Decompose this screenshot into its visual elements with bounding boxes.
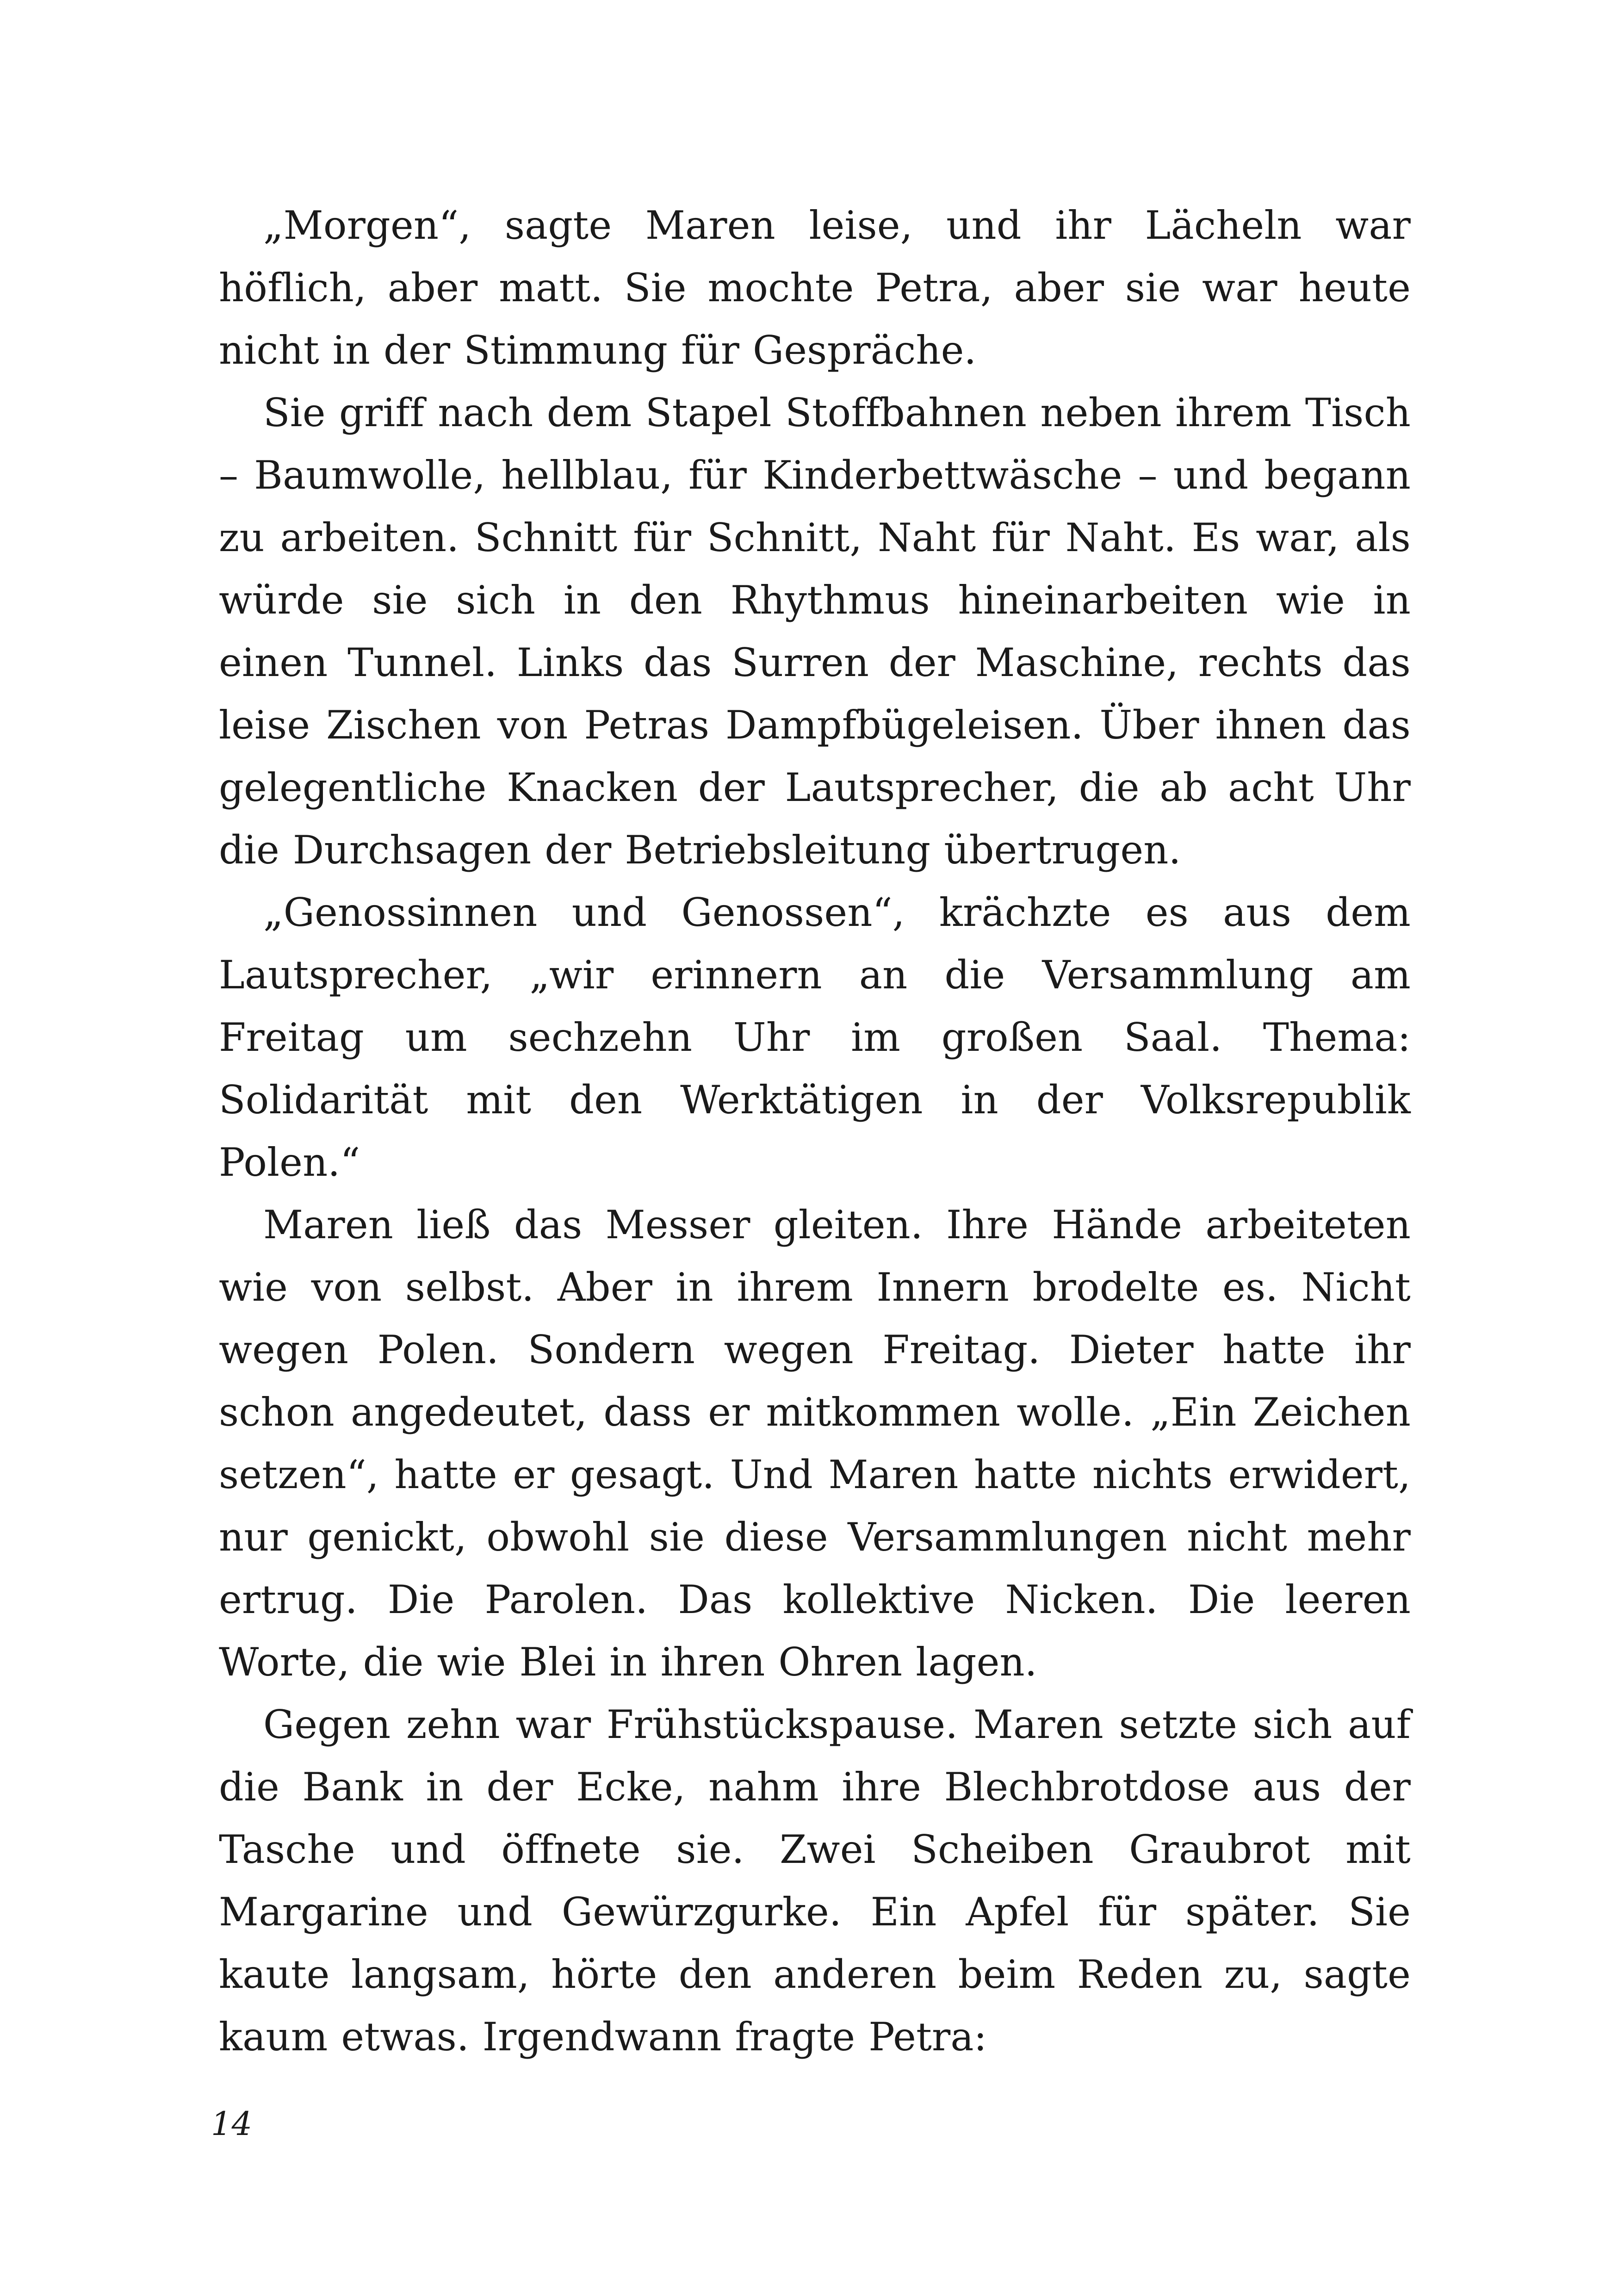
paragraph-1: „Morgen“, sagte Maren leise, und ihr Lächeln war höflich, aber matt. Sie mochte Petra, aber sie war heute nicht in der Stimmung für Gespräche. [219, 203, 1411, 373]
page-number: 14 [211, 2105, 253, 2143]
paragraph-2: Sie griff nach dem Stapel Stoffbahnen neben ihrem Tisch – Baumwolle, hellblau, für Kinderbettwäsche – und begann zu arbeiten. Schnitt für Schnitt, Naht für Naht. Es war, als würde sie sich in den Rhythmus hineinarbeiten wie in einen Tunnel. Links das Surren der Maschine, rechts das leise Zischen von Petras Dampfbügeleisen. Über ihnen das gelegentliche Knacken der Lautsprecher, die ab acht Uhr die Durchsagen der Betriebsleitung übertrugen. [219, 390, 1411, 873]
body-text [219, 194, 1411, 2068]
paragraph-5: Gegen zehn war Frühstückspause. Maren setzte sich auf die Bank in der Ecke, nahm ihre Blechbrotdose aus der Tasche und öffnete sie. Zwei Scheiben Graubrot mit Margarine und Gewürzgurke. Ein Apfel für später. Sie kaute langsam, hörte den anderen beim Reden zu, sagte kaum etwas. Irgendwann fragte Petra: [219, 1702, 1411, 2060]
paragraph-3: „Genossinnen und Genossen“, krächzte es aus dem Lautsprecher, „wir erinnern an die Versammlung am Freitag um sechzehn Uhr im großen Saal. Thema: Solidarität mit den Werktätigen in der Volksrepublik Polen.“ [219, 890, 1411, 1185]
paragraph-4: Maren ließ das Messer gleiten. Ihre Hände arbeiteten wie von selbst. Aber in ihrem Innern brodelte es. Nicht wegen Polen. Sondern wegen Freitag. Dieter hatte ihr schon angedeutet, dass er mitkommen wolle. „Ein Zeichen setzen“, hatte er gesagt. Und Maren hatte nichts erwidert, nur genickt, obwohl sie diese Versammlungen nicht mehr ertrug. Die Parolen. Das kollektive Nicken. Die leeren Worte, die wie Blei in ihren Ohren lagen. [219, 1202, 1411, 1685]
